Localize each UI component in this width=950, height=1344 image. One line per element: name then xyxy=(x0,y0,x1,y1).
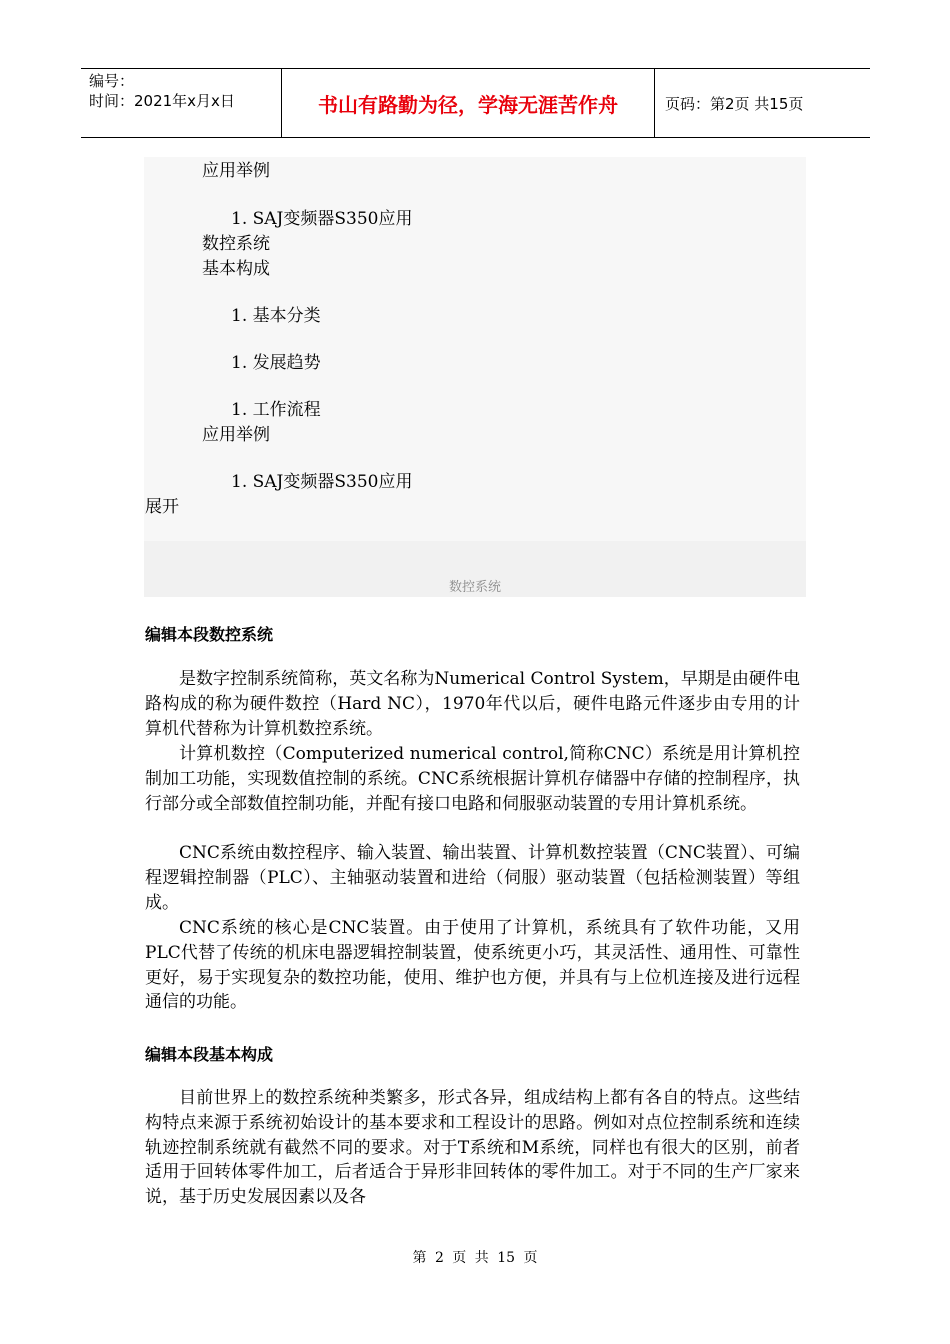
paragraph: 计算机数控（Computerized numerical control,简称CNC）系统是用计算机控制加工功能，实现数值控制的系统。CNC系统根据计算机存储器中存储的控制程序，执行部分或全部数值控制功能，并配有接口电路和伺服驱动装置的专用计算机系统。 xyxy=(145,744,800,814)
toc-item[interactable]: 基本构成 xyxy=(202,259,270,279)
toc-item[interactable]: 应用举例 xyxy=(202,161,270,181)
section-title: 编辑本段数控系统 xyxy=(145,625,274,644)
page-footer: 第 2 页 共 15 页 xyxy=(412,1250,538,1266)
toc-item[interactable]: 1. SAJ变频器S350应用 xyxy=(231,209,413,229)
document-header xyxy=(81,68,870,138)
toc-item[interactable]: 数控系统 xyxy=(202,234,270,254)
section-title: 编辑本段基本构成 xyxy=(145,1045,274,1064)
toc-expand-link[interactable]: 展开 xyxy=(145,497,179,517)
header-motto: 书山有路勤为径，学海无涯苦作舟 xyxy=(282,69,655,137)
number-label: 编号： xyxy=(89,72,135,90)
toc-item[interactable]: 1. 基本分类 xyxy=(231,306,321,326)
header-page-info: 页码：第2页 共15页 xyxy=(665,94,804,113)
date-label: 时间：2021年x月x日 xyxy=(89,92,235,110)
paragraph: CNC系统由数控程序、输入装置、输出装置、计算机数控装置（CNC装置）、可编程逻辑控制器（PLC）、主轴驱动装置和进给（伺服）驱动装置（包括检测装置）等组成。 xyxy=(145,843,800,913)
toc-item[interactable]: 1. SAJ变频器S350应用 xyxy=(231,472,413,492)
image-caption: 数控系统 xyxy=(448,580,501,595)
header-meta-cell xyxy=(81,69,282,137)
paragraph: 目前世界上的数控系统种类繁多，形式各异，组成结构上都有各自的特点。这些结构特点来源于系统初始设计的基本要求和工程设计的思路。例如对点位控制系统和连续轨迹控制系统就有截然不同的要求。对于T系统和M系统，同样也有很大的区别，前者适用于回转体零件加工，后者适合于异形非回转体的零件加工。对于不同的生产厂家来说，基于历史发展因素以及各 xyxy=(145,1088,800,1208)
toc-item[interactable]: 1. 工作流程 xyxy=(231,400,321,420)
paragraph: CNC系统的核心是CNC装置。由于使用了计算机，系统具有了软件功能，又用PLC代替了传统的机床电器逻辑控制装置，使系统更小巧，其灵活性、通用性、可靠性更好，易于实现复杂的数控功能，使用、维护也方便，并具有与上位机连接及进行远程通信的功能。 xyxy=(145,918,800,1013)
toc-item[interactable]: 应用举例 xyxy=(202,425,270,445)
paragraph: 是数字控制系统简称，英文名称为Numerical Control System，早期是由硬件电路构成的称为硬件数控（Hard NC），1970年代以后，硬件电路元件逐步由专用的计算机代替称为计算机数控系统。 xyxy=(145,669,800,739)
toc-item[interactable]: 1. 发展趋势 xyxy=(231,353,321,373)
